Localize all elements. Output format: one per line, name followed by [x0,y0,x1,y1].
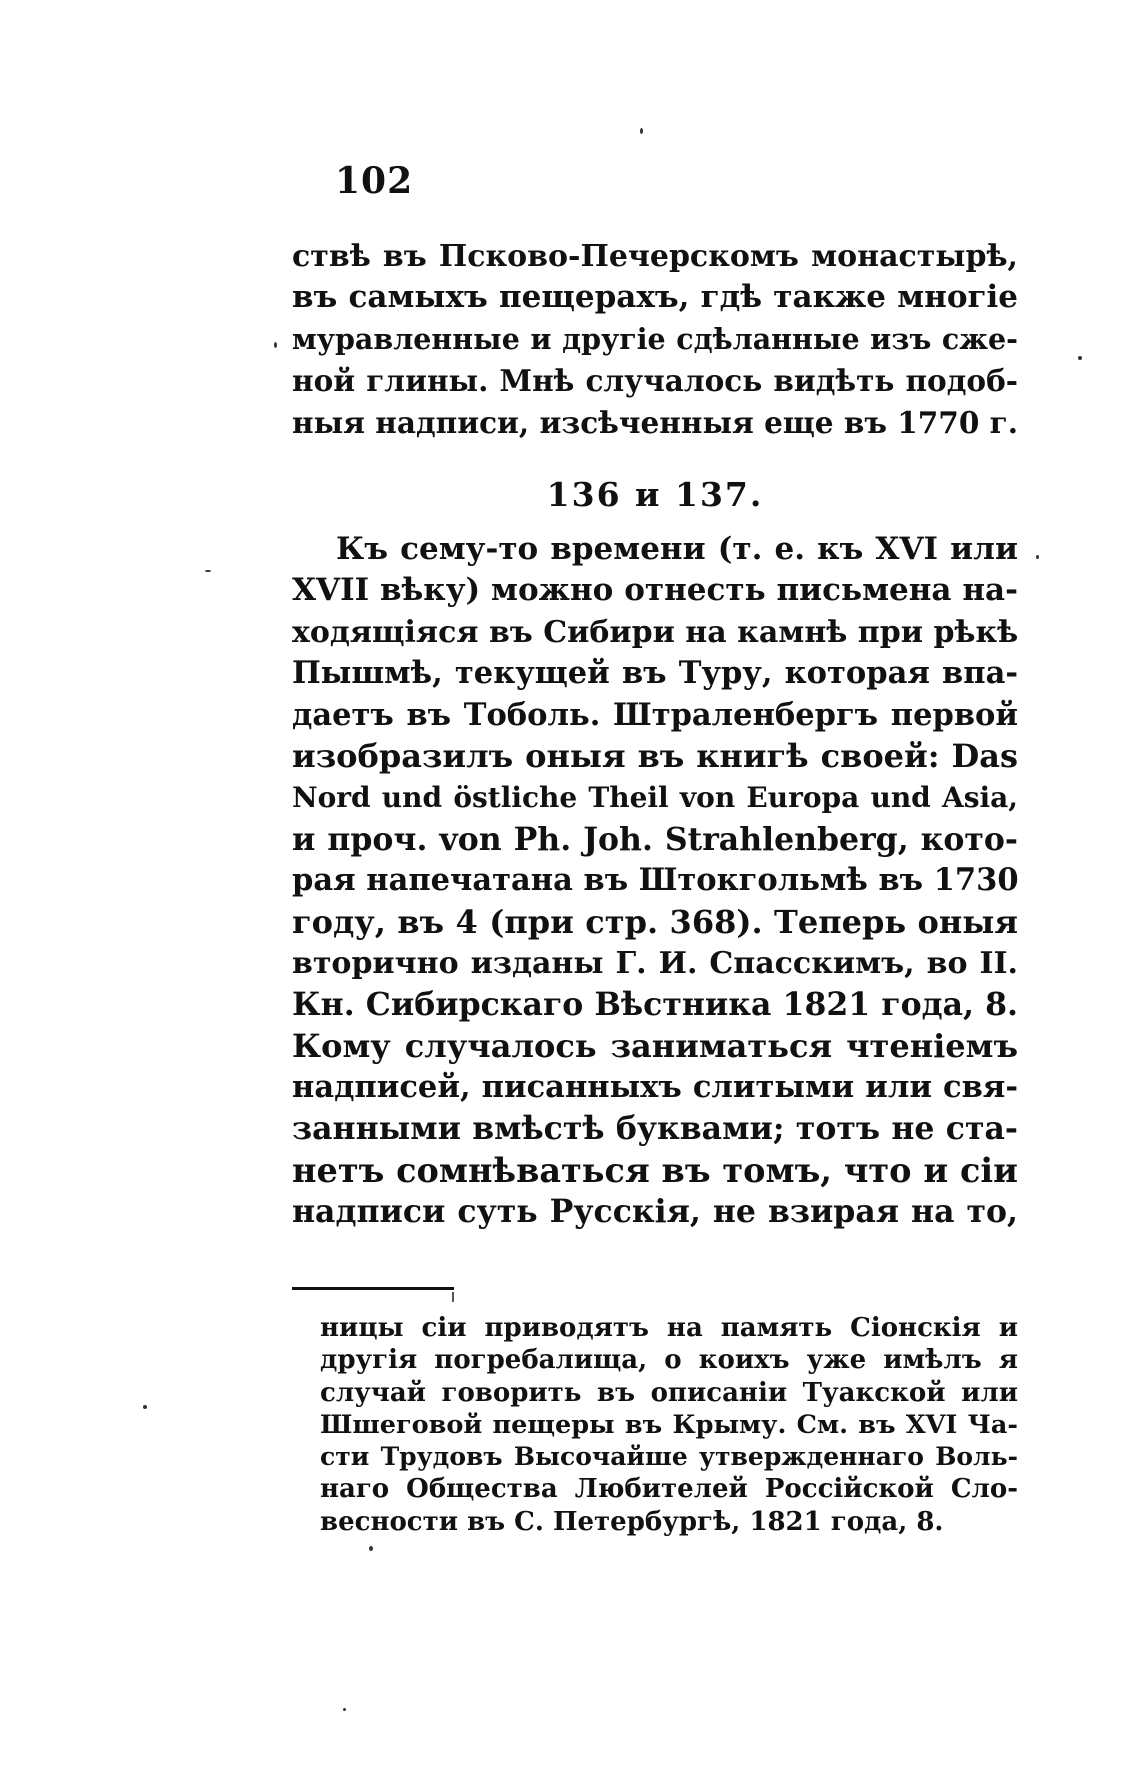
footnote-divider [292,1287,454,1290]
text-line: ходящiяся въ Сибири на камнѣ при рѣкѣ [292,614,1019,650]
footnote-line: другiя погребалища, о коихъ уже имѣлъ я [320,1345,1018,1376]
section-heading: 136 и 137. [546,475,764,514]
text-line: ствѣ въ Псково-Печерскомъ монастырѣ, [292,239,1018,274]
text-line: Кн. Сибирскаго Вѣстника 1821 года, 8. [292,986,1018,1024]
footnote-line: сти Трудовъ Высочайше утвержденнаго Воль- [320,1442,1018,1472]
scan-speck [143,1405,147,1409]
text-line: Пышмѣ, текущей въ Туру, которая впа- [292,655,1018,692]
page-number: 102 [335,160,414,202]
paragraph-continued [292,236,1018,443]
scan-speck [1036,555,1039,559]
text-line: вторично изданы Г. И. Спасскимъ, во II. [292,945,1018,981]
text-line: ной глины. Мнѣ случалось видѣть подоб- [292,363,1018,399]
text-line: XVII вѣку) можно отнесть письмена на- [292,572,1018,609]
text-line: муравленные и другiе сдѣланные изъ сже- [292,321,1018,356]
text-line: занными вмѣстѣ буквами; тотъ не ста- [292,1110,1018,1148]
text-line: и проч. von Ph. Joh. Strahlenberg, кото- [292,820,1018,858]
footnote [320,1312,1018,1538]
paragraph-main [292,529,1018,1233]
scan-speck [274,342,277,348]
scan-speck [1078,356,1082,360]
text-line: въ самыхъ пещерахъ, гдѣ также многiе [292,279,1018,316]
text-line: надписей, писанныхъ слитыми или свя- [292,1069,1018,1106]
text-line: нетъ сомнѣваться въ томъ, что и сiи [292,1150,1018,1190]
scan-speck [343,1708,346,1711]
footnote-line: Шшеговой пещеры въ Крыму. См. въ XVI Ча- [320,1409,1018,1440]
scan-speck [369,1546,373,1551]
text-line: рая напечатана въ Штокгольмѣ въ 1730 [292,862,1019,899]
scan-speck [452,1292,460,1302]
scan-speck [205,570,211,572]
footnote-line: случай говорить въ описанiи Туакской или [320,1377,1018,1408]
text-line: ныя надписи, изсѣченныя еще въ 1770 г. [292,404,1018,440]
text-line: Nord und östliche Theil von Europa und Asia, [292,781,1018,815]
text-line: изобразилъ оныя въ книгѣ своей: Das [292,736,1018,775]
scan-speck [640,128,643,134]
text-line: даетъ въ Тоболь. Штраленбергъ первой [292,696,1018,733]
footnote-line: наго Общества Любителей Россiйской Сло- [320,1474,1018,1505]
footnote-line: ницы сiи приводятъ на память Сiонскiя и [320,1313,1018,1343]
footnote-line: весности въ С. Петербургѣ, 1821 года, 8. [320,1506,944,1537]
text-line: Къ сему-то времени (т. е. къ XVI или [336,531,1018,567]
text-line: Кому случалось заниматься чтенiемъ [292,1026,1018,1065]
text-line: году, въ 4 (при стр. 368). Теперь оныя [292,902,1018,941]
text-line: надписи суть Русскiя, не взирая на то, [292,1193,1018,1231]
